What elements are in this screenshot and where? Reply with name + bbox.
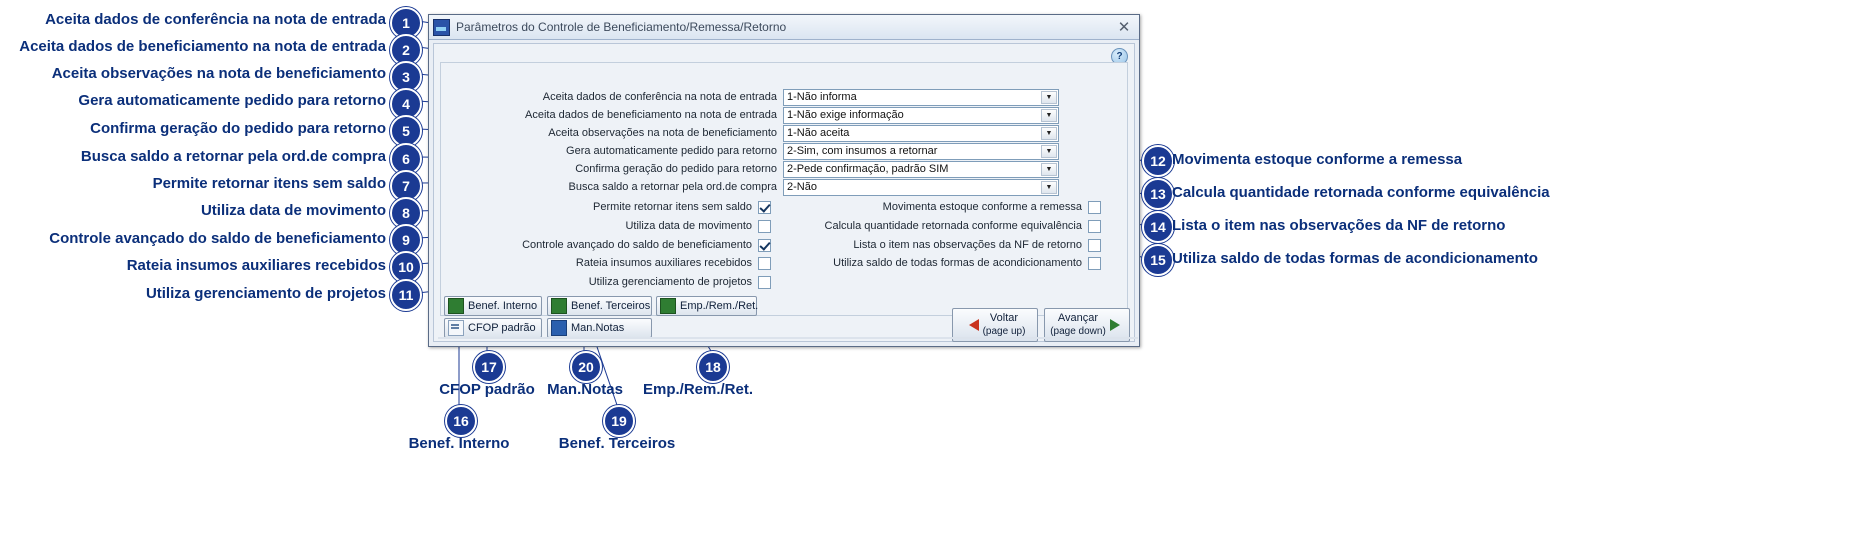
annotation-label-7: Permite retornar itens sem saldo <box>152 175 386 192</box>
annotation-label-15: Utiliza saldo de todas formas de acondicionamento <box>1172 250 1538 267</box>
annotation-badge-4: 4 <box>390 88 422 120</box>
app-icon <box>433 19 450 36</box>
checkbox-calcula-quantidade[interactable] <box>1088 220 1101 233</box>
annotation-badge-17: 17 <box>473 351 505 383</box>
annotation-badge-1: 1 <box>390 7 422 39</box>
annotation-badge-14: 14 <box>1142 211 1174 243</box>
field-row-aceita-observacoes <box>441 124 1121 142</box>
checkbox-utiliza-saldo-acondicionamento[interactable] <box>1088 257 1101 270</box>
annotation-label-10: Rateia insumos auxiliares recebidos <box>126 257 386 274</box>
select-gera-pedido[interactable] <box>783 143 1059 160</box>
chevron-down-icon[interactable]: ▼ <box>1041 109 1057 122</box>
checkbox-row-controle-avancado[interactable] <box>441 237 771 253</box>
annotation-label-11: Utiliza gerenciamento de projetos <box>145 285 386 302</box>
button-label: Benef. Terceiros <box>571 300 651 312</box>
annotation-label-14: Lista o item nas observações da NF de retorno <box>1172 217 1506 234</box>
annotation-badge-12: 12 <box>1142 145 1174 177</box>
select-value: 1-Não exige informação <box>787 109 904 121</box>
cfop-padrao-button[interactable] <box>444 318 542 338</box>
annotation-label-4: Gera automaticamente pedido para retorno <box>78 92 386 109</box>
dialog-window <box>428 14 1140 347</box>
annotation-label-20: Man.Notas <box>547 381 623 398</box>
checkbox-lista-item[interactable] <box>1088 239 1101 252</box>
parameters-panel <box>440 62 1128 316</box>
annotation-badge-5: 5 <box>390 115 422 147</box>
emp-rem-ret-button[interactable] <box>656 296 757 316</box>
checkbox-label: Permite retornar itens sem saldo <box>593 201 752 213</box>
field-label: Busca saldo a retornar pela ord.de compra <box>568 181 777 193</box>
select-value: 1-Não aceita <box>787 127 850 139</box>
annotation-label-6: Busca saldo a retornar pela ord.de compra <box>80 148 386 165</box>
annotation-badge-13: 13 <box>1142 178 1174 210</box>
annotation-label-5: Confirma geração do pedido para retorno <box>90 120 386 137</box>
select-aceita-observacoes[interactable] <box>783 125 1059 142</box>
field-label: Aceita dados de conferência na nota de entrada <box>542 91 777 103</box>
select-busca-saldo[interactable] <box>783 179 1059 196</box>
checkbox-label: Movimenta estoque conforme a remessa <box>882 201 1082 213</box>
chevron-down-icon[interactable]: ▼ <box>1041 145 1057 158</box>
annotation-label-9: Controle avançado do saldo de beneficiamento <box>49 230 386 247</box>
annotation-badge-3: 3 <box>390 61 422 93</box>
annotation-badge-10: 10 <box>390 251 422 283</box>
annotation-badge-19: 19 <box>603 405 635 437</box>
checkbox-label: Rateia insumos auxiliares recebidos <box>575 257 752 269</box>
people-blue-icon <box>551 320 567 336</box>
select-aceita-conferencia[interactable] <box>783 89 1059 106</box>
annotation-badge-15: 15 <box>1142 244 1174 276</box>
checkbox-row-movimenta-estoque[interactable] <box>781 199 1101 215</box>
annotation-badge-2: 2 <box>390 34 422 66</box>
annotation-label-17: CFOP padrão <box>439 381 535 398</box>
arrow-left-icon <box>969 319 979 331</box>
document-icon <box>448 320 464 336</box>
select-value: 2-Não <box>787 181 817 193</box>
annotation-badge-9: 9 <box>390 224 422 256</box>
checkbox-label: Calcula quantidade retornada conforme equivalência <box>824 220 1082 232</box>
people-green-icon <box>660 298 676 314</box>
title-bar <box>429 15 1139 40</box>
annotation-badge-8: 8 <box>390 197 422 229</box>
people-green-icon <box>448 298 464 314</box>
checkbox-row-utiliza-saldo-acondicionamento[interactable] <box>781 255 1101 271</box>
field-row-confirma-geracao <box>441 160 1121 178</box>
field-row-busca-saldo <box>441 178 1121 196</box>
benef-terceiros-button[interactable] <box>547 296 652 316</box>
next-button-sublabel: (page down) <box>1050 326 1106 337</box>
back-button-sublabel: (page up) <box>982 326 1026 337</box>
annotation-badge-18: 18 <box>697 351 729 383</box>
annotation-label-2: Aceita dados de beneficiamento na nota de entrada <box>19 38 386 55</box>
annotation-badge-20: 20 <box>570 351 602 383</box>
checkbox-row-calcula-quantidade[interactable] <box>781 218 1101 234</box>
button-label: Man.Notas <box>571 322 625 334</box>
select-confirma-geracao[interactable] <box>783 161 1059 178</box>
button-label: Emp./Rem./Ret. <box>680 300 759 312</box>
chevron-down-icon[interactable]: ▼ <box>1041 163 1057 176</box>
annotation-badge-11: 11 <box>390 279 422 311</box>
checkbox-rateia-insumos[interactable] <box>758 257 771 270</box>
chevron-down-icon[interactable]: ▼ <box>1041 127 1057 140</box>
window-title: Parâmetros do Controle de Beneficiamento/Remessa/Retorno <box>456 20 787 34</box>
checkbox-permite-retornar[interactable] <box>758 201 771 214</box>
field-label: Gera automaticamente pedido para retorno <box>566 145 777 157</box>
checkbox-movimenta-estoque[interactable] <box>1088 201 1101 214</box>
benef-interno-button[interactable] <box>444 296 542 316</box>
field-row-gera-pedido <box>441 142 1121 160</box>
field-row-aceita-beneficiamento <box>441 106 1121 124</box>
annotation-label-8: Utiliza data de movimento <box>200 202 386 219</box>
button-label: CFOP padrão <box>468 322 536 334</box>
select-value: 2-Pede confirmação, padrão SIM <box>787 163 949 175</box>
checkbox-label: Lista o item nas observações da NF de retorno <box>853 239 1082 251</box>
checkbox-row-utiliza-data[interactable] <box>441 218 771 234</box>
annotation-label-13: Calcula quantidade retornada conforme equivalência <box>1172 184 1550 201</box>
annotation-label-16: Benef. Interno <box>408 435 510 452</box>
chevron-down-icon[interactable]: ▼ <box>1041 181 1057 194</box>
chevron-down-icon[interactable]: ▼ <box>1041 91 1057 104</box>
checkbox-row-lista-item[interactable] <box>781 237 1101 253</box>
checkbox-row-permite-retornar[interactable] <box>441 199 771 215</box>
checkbox-row-gerenciamento-projetos[interactable] <box>441 274 771 290</box>
checkbox-label: Utiliza saldo de todas formas de acondicionamento <box>833 257 1082 269</box>
annotation-label-1: Aceita dados de conferência na nota de entrada <box>45 11 386 28</box>
checkbox-label: Controle avançado do saldo de beneficiamento <box>522 239 752 251</box>
button-label: Benef. Interno <box>468 300 538 312</box>
annotation-badge-16: 16 <box>445 405 477 437</box>
status-bar <box>438 337 1138 339</box>
checkbox-label: Utiliza gerenciamento de projetos <box>588 276 752 288</box>
arrow-right-icon <box>1110 319 1120 331</box>
select-value: 1-Não informa <box>787 91 857 103</box>
help-icon[interactable]: ? <box>1111 48 1128 65</box>
man-notas-button[interactable] <box>547 318 652 338</box>
annotation-badge-6: 6 <box>390 143 422 175</box>
checkbox-gerenciamento-projetos[interactable] <box>758 276 771 289</box>
field-label: Aceita observações na nota de beneficiamento <box>548 127 777 139</box>
annotation-badge-7: 7 <box>390 170 422 202</box>
field-label: Aceita dados de beneficiamento na nota de entrada <box>525 109 777 121</box>
select-value: 2-Sim, com insumos a retornar <box>787 145 938 157</box>
checkbox-label: Utiliza data de movimento <box>625 220 752 232</box>
annotation-label-19: Benef. Terceiros <box>558 435 676 452</box>
next-button-label: Avançar <box>1057 312 1099 324</box>
close-icon[interactable]: ✕ <box>1117 19 1131 36</box>
checkbox-row-rateia-insumos[interactable] <box>441 255 771 271</box>
annotation-label-18: Emp./Rem./Ret. <box>642 381 754 398</box>
annotation-label-3: Aceita observações na nota de beneficiamento <box>51 65 386 82</box>
select-aceita-beneficiamento[interactable] <box>783 107 1059 124</box>
checkbox-utiliza-data[interactable] <box>758 220 771 233</box>
back-button-label: Voltar <box>989 312 1019 324</box>
people-green-icon <box>551 298 567 314</box>
checkbox-controle-avancado[interactable] <box>758 239 771 252</box>
field-label: Confirma geração do pedido para retorno <box>575 163 777 175</box>
dialog-client-area <box>433 43 1135 342</box>
field-row-aceita-conferencia <box>441 88 1121 106</box>
annotation-label-12: Movimenta estoque conforme a remessa <box>1172 151 1463 168</box>
